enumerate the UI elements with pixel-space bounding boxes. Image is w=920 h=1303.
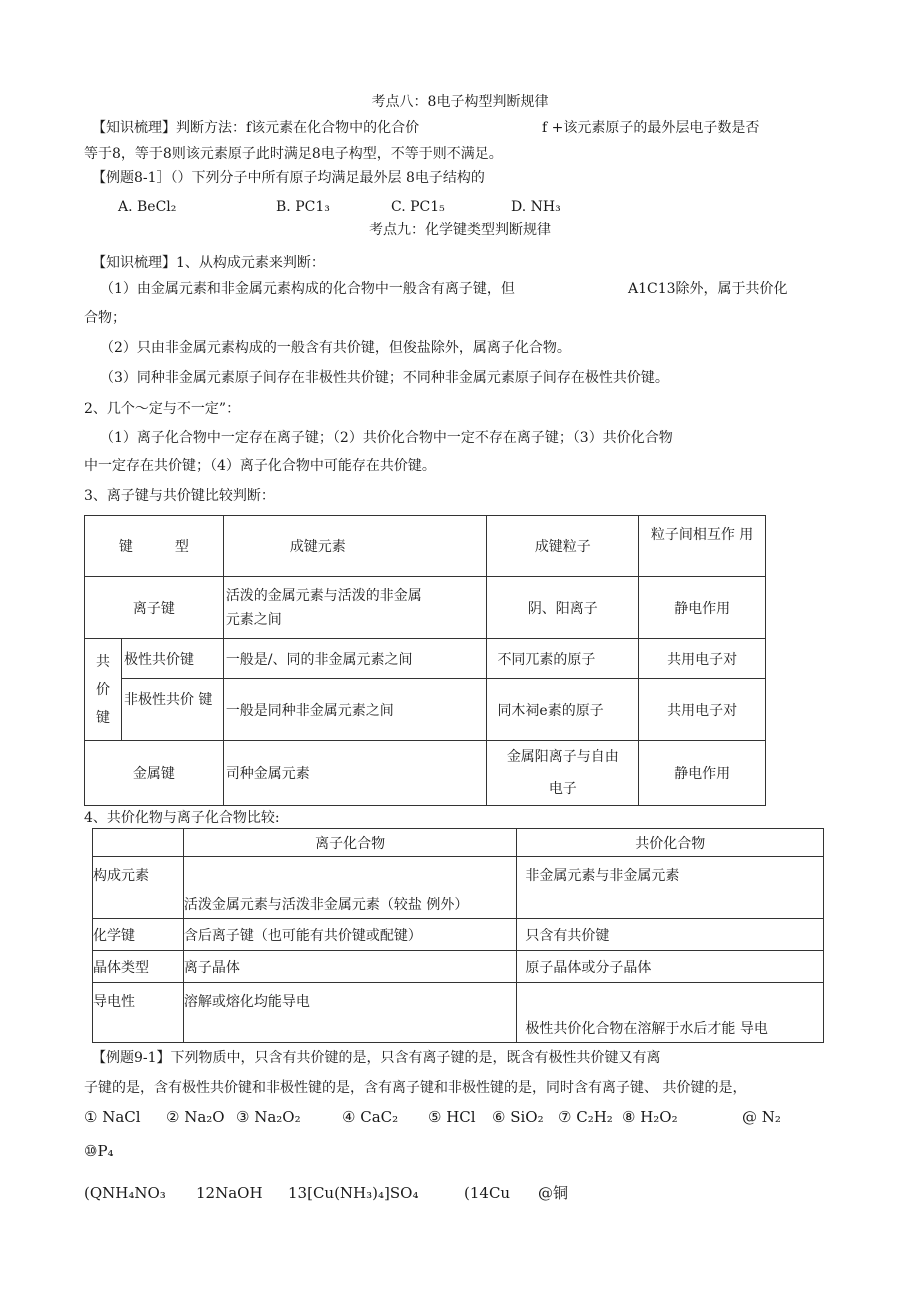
- section9-h2: 2、几个～定与不一定”：: [84, 401, 241, 417]
- example9-item-7: ⑦ C₂H₂: [558, 1108, 613, 1126]
- nonpolar-elements: 一般是同种非金属元素之间: [223, 679, 487, 741]
- section9-h4: 4、共价化物与离子化合物比较:: [84, 810, 280, 826]
- ionic-particles: 阴、阳离子: [487, 577, 639, 639]
- example9-item-13: 13[Cu(NH₃)₄]SO₄: [288, 1184, 419, 1202]
- covalent-compound-bond: 只含有共价键: [517, 919, 824, 951]
- example9-item-2: ② Na₂O: [166, 1108, 225, 1126]
- example9-item-9: @ N₂: [742, 1108, 781, 1126]
- ionic-interaction: 静电作用: [639, 577, 766, 639]
- covalent-label: 共 价 键: [85, 639, 122, 741]
- section8-title: 考点八：8电子构型判断规律: [371, 94, 549, 110]
- row-label-elements: 构成元素: [93, 857, 184, 919]
- ionic-label: 离子键: [85, 577, 224, 639]
- row-elements: [93, 857, 824, 919]
- example9-line1: 【例题9-1】下列物质中，只含有共价键的是，只含有离子键的是，既含有极性共价键又有离: [92, 1050, 661, 1066]
- table2-header-row: [93, 829, 824, 857]
- row-polar: [85, 639, 766, 679]
- example9-item-3: ③ Na₂O₂: [236, 1108, 301, 1126]
- section9-p3: （3）同种非金属元素原子间存在非极性共价键；不同种非金属元素原子间存在极性共价键。: [100, 370, 669, 386]
- header-interaction: 粒子间相互作 用: [639, 516, 766, 577]
- row-metallic: [85, 741, 766, 806]
- row-ionic: [85, 577, 766, 639]
- option-c: C. PC1₅: [391, 199, 445, 215]
- option-b: B. PC1₃: [276, 199, 330, 215]
- metallic-interaction: 静电作用: [639, 741, 766, 806]
- metallic-particles: 金属阳离子与自由 电子: [487, 741, 639, 806]
- section9-p1c: 合物；: [84, 310, 126, 326]
- example9-item-6: ⑥ SiO₂: [492, 1108, 544, 1126]
- ionic-compound-bond: 含后离子键（也可能有共价键或配键）: [183, 919, 517, 951]
- example8-question: 【例题8-1］（）下列分子中所有原子均满足最外层 8电子结构的: [92, 170, 485, 186]
- example9-item-11: (QNH₄NO₃: [84, 1184, 166, 1202]
- header-particles: 成键粒子: [487, 516, 639, 577]
- section8-line1: 【知识梳理】判断方法：f该元素在化合物中的化合价: [92, 120, 420, 136]
- section9-title: 考点九：化学键类型判断规律: [369, 222, 551, 238]
- ionic-compound-elements: 活泼金属元素与活泼非金属元素（较盐 例外）: [183, 857, 517, 919]
- section8-line1b: f +该元素原子的最外层电子数是否: [542, 120, 760, 136]
- example9-item-8: ⑧ H₂O₂: [622, 1108, 678, 1126]
- example9-item-10: ⑩P₄: [84, 1142, 114, 1160]
- example9-item-1: ① NaCl: [84, 1108, 141, 1126]
- section9-k1: 【知识梳理】1、从构成元素来判断：: [92, 255, 325, 271]
- polar-particles: 不同兀素的原子: [487, 639, 639, 679]
- metallic-elements: 司种金属元素: [223, 741, 487, 806]
- table1-header-row: [85, 516, 766, 577]
- nonpolar-label: 非极性共价 键: [121, 679, 223, 741]
- compound-comparison-table: [92, 828, 824, 1043]
- example9-item-4: ④ CaC₂: [342, 1108, 399, 1126]
- ionic-compound-conductivity: 溶解或熔化均能导电: [183, 983, 517, 1043]
- row-conductivity: [93, 983, 824, 1043]
- covalent-compound-conductivity: 极性共价化合物在溶解于水后才能 导电: [517, 983, 824, 1043]
- ionic-compound-crystal: 离子晶体: [183, 951, 517, 983]
- example9-line2: 子键的是，含有极性共价键和非极性键的是，含有离子键和非极性键的是，同时含有离子键、 共价键的是，: [84, 1080, 747, 1096]
- section8-line2: 等于8，等于8则该元素原子此时满足8电子构型，不等于则不满足。: [84, 146, 503, 162]
- example9-item-5: ⑤ HCl: [428, 1108, 476, 1126]
- option-a: A. BeCl₂: [118, 199, 177, 215]
- metallic-label: 金属键: [85, 741, 224, 806]
- nonpolar-interaction: 共用电子对: [639, 679, 766, 741]
- polar-elements: 一般是/、同的非金属元素之间: [223, 639, 487, 679]
- row-bond: [93, 919, 824, 951]
- polar-interaction: 共用电子对: [639, 639, 766, 679]
- polar-label: 极性共价键: [121, 639, 223, 679]
- section9-q1: （1）离子化合物中一定存在离子键；（2）共价化合物中一定不存在离子键；（3）共价化合物: [100, 430, 673, 446]
- row-label-bond: 化学键: [93, 919, 184, 951]
- table2-header-empty: [93, 829, 184, 857]
- header-bond-type: 键 型: [85, 516, 224, 577]
- header-elements: 成键元素: [223, 516, 487, 577]
- section9-p1: （1）由金属元素和非金属元素构成的化合物中一般含有离子键，但: [100, 281, 515, 297]
- section9-p2: （2）只由非金属元素构成的一般含有共价键，但俊盐除外，属离子化合物。: [100, 340, 571, 356]
- example9-item-14: (14Cu: [464, 1184, 511, 1202]
- header-covalent-compound: 共价化合物: [517, 829, 824, 857]
- section9-p1b: A1C13除外，属于共价化: [628, 281, 788, 297]
- ionic-elements: 活泼的金属元素与活泼的非金属 元素之间: [223, 577, 487, 639]
- covalent-compound-crystal: 原子晶体或分子晶体: [517, 951, 824, 983]
- section9-h3: 3、离子键与共价键比较判断：: [84, 488, 275, 504]
- section9-q2: 中一定存在共价键；（4）离子化合物中可能存在共价键。: [84, 458, 436, 474]
- nonpolar-particles: 同木祠e素的原子: [487, 679, 639, 741]
- example9-item-15: @铜: [538, 1184, 569, 1202]
- row-crystal: [93, 951, 824, 983]
- row-label-conductivity: 导电性: [93, 983, 184, 1043]
- example9-item-12: 12NaOH: [196, 1184, 263, 1202]
- header-ionic-compound: 离子化合物: [183, 829, 517, 857]
- bond-comparison-table: [84, 515, 766, 806]
- option-d: D. NH₃: [511, 199, 561, 215]
- row-nonpolar: [85, 679, 766, 741]
- covalent-compound-elements: 非金属元素与非金属元素: [517, 857, 824, 919]
- row-label-crystal: 晶体类型: [93, 951, 184, 983]
